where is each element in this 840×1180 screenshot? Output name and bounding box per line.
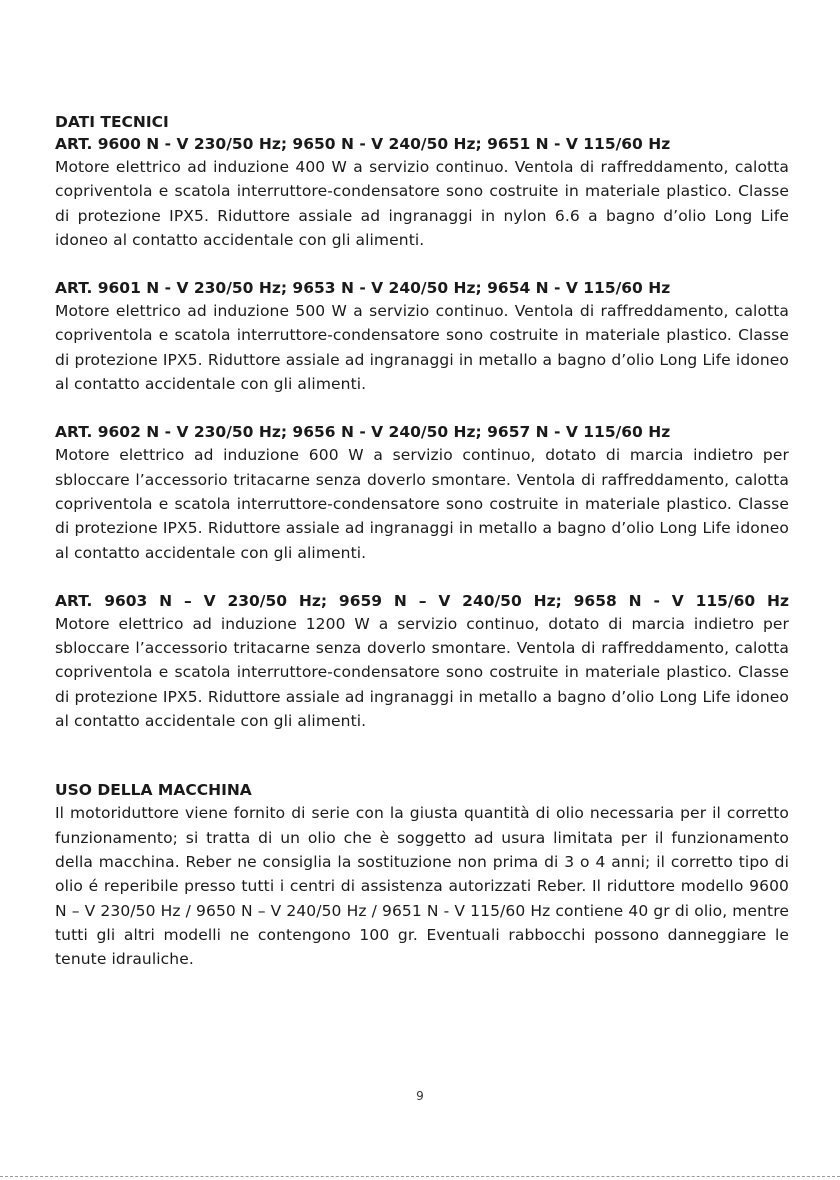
technical-data-section: [55, 112, 789, 733]
document-body: [55, 112, 789, 971]
spacer: [55, 565, 789, 590]
machine-usage-text: Il motoriduttore viene fornito di serie con la giusta quantità di olio necessaria per il corretto funzionamento; si tratta di un olio che è soggetto ad usura limitata per il funzionamento della macchina. Reber ne consiglia la sostituzione non prima di 3 o 4 anni; il corretto tipo di olio é reperibile presso tutti i centri di assistenza autorizzati Reber. Il riduttore modello 9600 N – V 230/50 Hz / 9650 N – V 240/50 Hz / 9651 N - V 115/60 Hz contiene 40 gr di olio, mentre tutti gli altri modelli ne contengono 100 gr. Eventuali rabbocchi possono danneggiare le tenute idrauliche.: [55, 804, 789, 969]
article-9601-description: Motore elettrico ad induzione 500 W a servizio continuo. Ventola di raffreddamento, calotta copriventola e scatola interruttore-condensatore sono costruite in materiale plastico. Classe di protezione IPX5. Riduttore assiale ad ingranaggi in metallo a bagno d’olio Long Life idoneo al contatto accidentale con gli alimenti.: [55, 302, 789, 394]
article-9601-title: ART. 9601 N - V 230/50 Hz; 9653 N - V 240/50 Hz; 9654 N - V 115/60 Hz: [55, 279, 671, 298]
article-9603-title: ART. 9603 N – V 230/50 Hz; 9659 N – V 240/50 Hz; 9658 N - V 115/60 Hz: [55, 591, 789, 610]
bottom-divider: [0, 1176, 840, 1177]
spacer: [55, 396, 789, 421]
article-9603-block: [55, 590, 789, 733]
article-9602-description: Motore elettrico ad induzione 600 W a servizio continuo, dotato di marcia indietro per sbloccare l’accessorio tritacarne senza doverlo smontare. Ventola di raffreddamento, calotta copriventola e scatola interruttore-condensatore sono costruite in materiale plastico. Classe di protezione IPX5. Riduttore assiale ad ingranaggi in metallo a bagno d’olio Long Life idoneo al contatto accidentale con gli alimenti.: [55, 446, 789, 562]
article-9601-block: [55, 277, 789, 396]
article-9603-description: Motore elettrico ad induzione 1200 W a servizio continuo, dotato di marcia indietro per sbloccare l’accessorio tritacarne senza doverlo smontare. Ventola di raffreddamento, calotta copriventola e scatola interruttore-condensatore sono costruite in materiale plastico. Classe di protezione IPX5. Riduttore assiale ad ingranaggi in metallo a bagno d’olio Long Life idoneo al contatto accidentale con gli alimenti.: [55, 614, 789, 731]
page-number: 9: [416, 1089, 424, 1103]
article-9600-title: ART. 9600 N - V 230/50 Hz; 9650 N - V 240/50 Hz; 9651 N - V 115/60 Hz: [55, 135, 671, 153]
machine-usage-section: [55, 780, 789, 971]
spacer: [55, 252, 789, 277]
machine-usage-heading: USO DELLA MACCHINA: [55, 781, 252, 800]
technical-data-heading: DATI TECNICI: [55, 113, 169, 131]
spacer: [55, 733, 789, 780]
article-9600-description: Motore elettrico ad induzione 400 W a servizio continuo. Ventola di raffreddamento, calotta copriventola e scatola interruttore-condensatore sono costruite in materiale plastico. Classe di protezione IPX5. Riduttore assiale ad ingranaggi in nylon 6.6 a bagno d’olio Long Life idoneo al contatto accidentale con gli alimenti.: [55, 158, 789, 249]
article-9602-block: [55, 421, 789, 564]
article-9600-block: [55, 133, 789, 252]
article-9602-title: ART. 9602 N - V 230/50 Hz; 9656 N - V 240/50 Hz; 9657 N - V 115/60 Hz: [55, 423, 671, 442]
